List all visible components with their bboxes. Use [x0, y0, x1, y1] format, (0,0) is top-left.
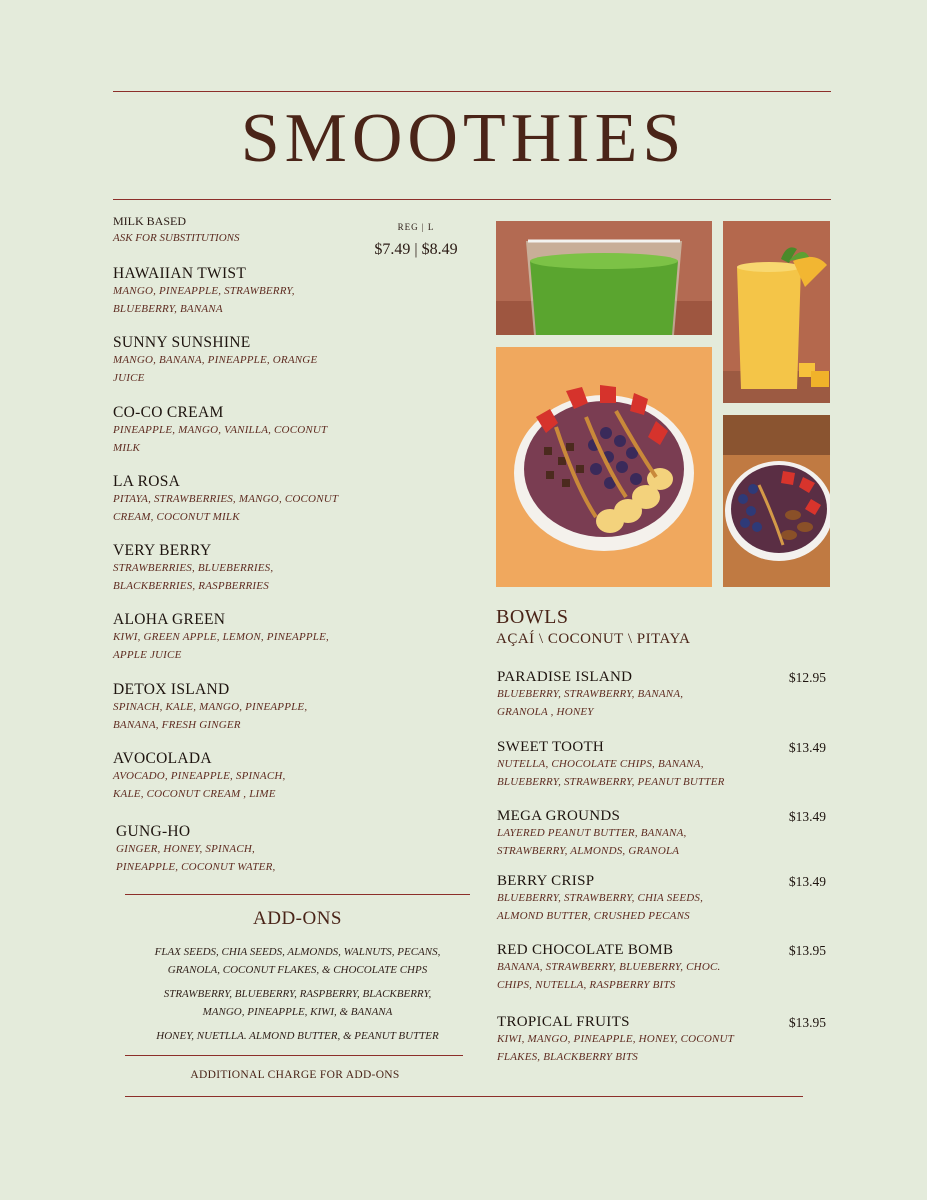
bowl-ingredients: NUTELLA, CHOCOLATE CHIPS, BANANA, BLUEBERRY, STRAWBERRY, PEANUT BUTTER	[497, 758, 725, 788]
top-divider	[113, 91, 831, 92]
bowl-price: $13.95	[788, 1015, 826, 1030]
smoothie-item	[113, 473, 363, 526]
bowls-title: BOWLS	[496, 606, 569, 628]
mango-smoothie-image	[723, 221, 830, 403]
addons-top-divider	[125, 894, 470, 895]
smoothie-item	[113, 542, 363, 595]
substitutions-note: ASK FOR SUBSTITUTIONS	[113, 232, 240, 244]
smoothie-ingredients: STRAWBERRIES, BLUEBERRIES, BLACKBERRIES, RASPBERRIES	[113, 562, 274, 592]
bowl-name: RED CHOCOLATE BOMB	[497, 942, 674, 958]
addons-title: ADD-ONS	[253, 908, 342, 929]
smoothie-name: SUNNY SUNSHINE	[113, 334, 251, 351]
smoothie-ingredients: MANGO, PINEAPPLE, STRAWBERRY, BLUEBERRY, BANANA	[113, 285, 295, 315]
smoothie-name: HAWAIIAN TWIST	[113, 265, 247, 282]
smoothie-name: CO-CO CREAM	[113, 404, 224, 421]
mango-smoothie-photo	[723, 221, 830, 403]
bowl-item	[497, 1013, 832, 1066]
smoothie-ingredients: MANGO, BANANA, PINEAPPLE, ORANGE JUICE	[113, 354, 318, 384]
addons-spreads: HONEY, NUETLLA. ALMOND BUTTER, & PEANUT BUTTER	[156, 1030, 439, 1042]
bowl-price: $12.95	[788, 670, 826, 685]
smoothie-item	[113, 611, 363, 664]
bowl-price: $13.49	[788, 740, 826, 755]
smoothie-ingredients: KIWI, GREEN APPLE, LEMON, PINEAPPLE, APPLE JUICE	[113, 631, 329, 661]
bowl-name: BERRY CRISP	[497, 873, 595, 889]
smoothie-name: ALOHA GREEN	[113, 611, 226, 628]
bowl-ingredients: KIWI, MANGO, PINEAPPLE, HONEY, COCONUT FLAKES, BLACKBERRY BITS	[497, 1033, 734, 1063]
bowls-section-header	[496, 606, 691, 648]
bowl-name: SWEET TOOTH	[497, 739, 605, 755]
smoothies-section-label	[113, 213, 240, 247]
smoothie-item	[113, 404, 363, 457]
smoothie-ingredients: GINGER, HONEY, SPINACH, PINEAPPLE, COCONUT WATER,	[116, 843, 276, 873]
page-title: SMOOTHIES	[240, 100, 687, 177]
smoothie-ingredients: SPINACH, KALE, MANGO, PINEAPPLE, BANANA, FRESH GINGER	[113, 701, 308, 731]
milk-based-label: MILK BASED	[113, 214, 187, 228]
bowl-item	[497, 872, 832, 925]
addons-section	[125, 896, 470, 1046]
bowl-ingredients: BLUEBERRY, STRAWBERRY, CHIA SEEDS, ALMOND BUTTER, CRUSHED PECANS	[497, 892, 704, 922]
smoothie-name: LA ROSA	[113, 473, 181, 490]
green-smoothie-image	[496, 221, 712, 335]
addons-toppings: FLAX SEEDS, CHIA SEEDS, ALMONDS, WALNUTS, PECANS, GRANOLA, COCONUT FLAKES, & CHOCOLATE CHPS	[154, 946, 441, 976]
bowl-item	[497, 668, 832, 721]
acai-bowl-image	[496, 347, 712, 587]
bowl-name: TROPICAL FRUITS	[497, 1014, 630, 1030]
bowl-price: $13.49	[788, 874, 826, 889]
bowl-name: MEGA GROUNDS	[497, 808, 621, 824]
smoothie-name: GUNG-HO	[116, 823, 191, 840]
smoothie-item	[113, 265, 363, 318]
bowl-ingredients: LAYERED PEANUT BUTTER, BANANA, STRAWBERRY, ALMONDS, GRANOLA	[497, 827, 687, 857]
bottom-divider	[125, 1096, 803, 1097]
addons-bottom-divider	[125, 1055, 463, 1056]
acai-bowl-photo-small	[723, 415, 830, 587]
smoothie-name: VERY BERRY	[113, 542, 212, 559]
acai-bowl-small-image	[723, 415, 830, 587]
bowl-item	[497, 738, 832, 791]
bowl-ingredients: BLUEBERRY, STRAWBERRY, BANANA, GRANOLA , HONEY	[497, 688, 684, 718]
smoothie-price: $7.49 | $8.49	[374, 241, 458, 258]
addons-charge-note: ADDITIONAL CHARGE FOR ADD-ONS	[190, 1069, 400, 1081]
bowl-price: $13.49	[788, 809, 826, 824]
smoothie-item	[113, 334, 363, 387]
smoothie-ingredients: AVOCADO, PINEAPPLE, SPINACH, KALE, COCONUT CREAM , LIME	[113, 770, 286, 800]
bowl-ingredients: BANANA, STRAWBERRY, BLUEBERRY, CHOC. CHIPS, NUTELLA, RASPBERRY BITS	[497, 961, 721, 991]
smoothie-ingredients: PITAYA, STRAWBERRIES, MANGO, COCONUT CREAM, COCONUT MILK	[113, 493, 339, 523]
smoothie-item	[113, 681, 363, 734]
smoothie-ingredients: PINEAPPLE, MANGO, VANILLA, COCONUT MILK	[113, 424, 328, 454]
smoothie-price-header	[368, 222, 464, 259]
acai-bowl-photo	[496, 347, 712, 587]
smoothie-item	[113, 750, 363, 803]
smoothie-name: AVOCOLADA	[113, 750, 212, 767]
bowl-price: $13.95	[788, 943, 826, 958]
addons-fruits: STRAWBERRY, BLUEBERRY, RASPBERRY, BLACKBERRY, MANGO, PINEAPPLE, KIWI, & BANANA	[163, 988, 432, 1018]
bowls-bases: AÇAÍ \ COCONUT \ PITAYA	[496, 631, 691, 647]
smoothie-name: DETOX ISLAND	[113, 681, 230, 698]
smoothie-item	[116, 823, 366, 876]
bowl-item	[497, 941, 832, 994]
green-smoothie-photo	[496, 221, 712, 335]
bowl-item	[497, 807, 832, 860]
title-divider	[113, 199, 831, 200]
size-labels: REG | L	[397, 222, 435, 232]
bowl-name: PARADISE ISLAND	[497, 669, 633, 685]
